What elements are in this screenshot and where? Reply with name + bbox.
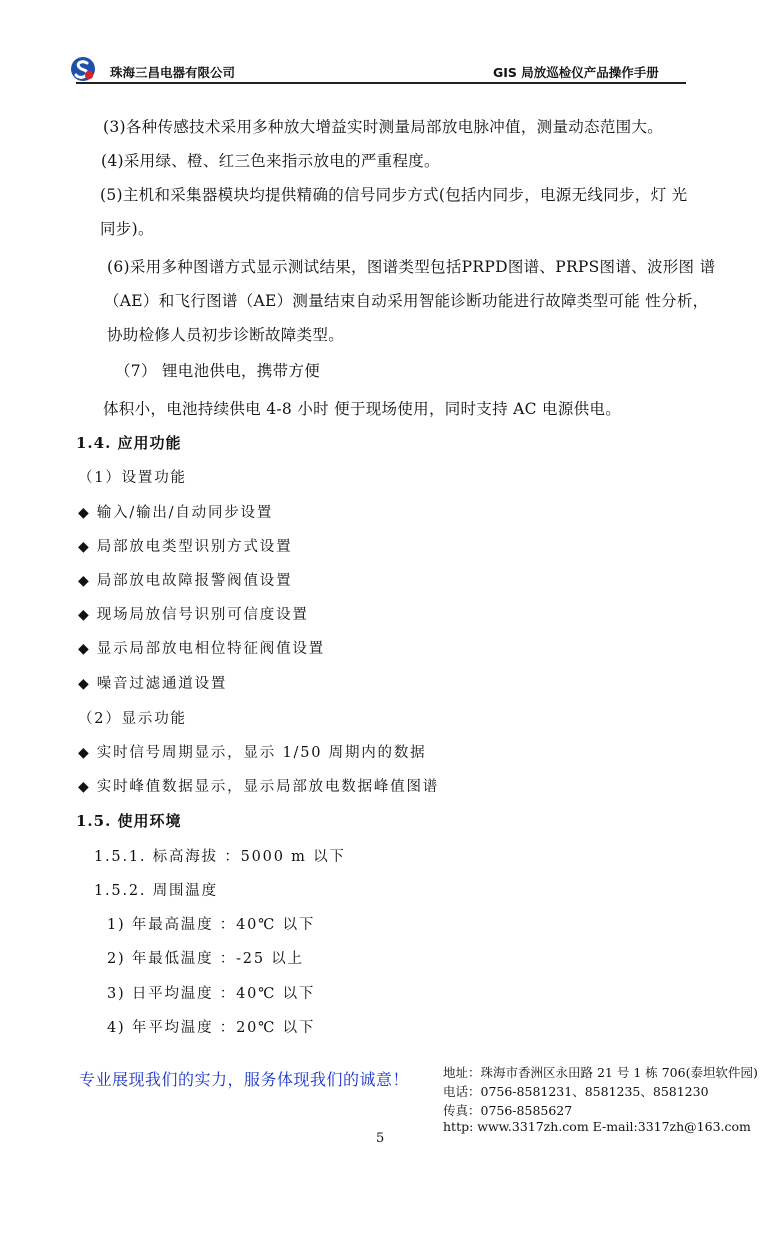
diamond-bullet-icon: ◆ [78, 676, 89, 692]
list-item: ◆ 实时信号周期显示，显示 1/50 周期内的数据 [78, 745, 427, 761]
temperature-heading: 1.5.2. 周围温度 [94, 883, 218, 899]
diamond-bullet-icon: ◆ [78, 779, 89, 795]
temperature-item: 3) 日平均温度 ：40℃ 以下 [107, 986, 316, 1002]
diamond-bullet-icon: ◆ [78, 573, 89, 589]
paragraph-5-line-1: (5)主机和采集器模块均提供精确的信号同步方式(包括内同步，电源无线同步，灯 光 [100, 186, 688, 204]
section-heading-1-5: 1.5. 使用环境 [76, 812, 182, 830]
footer-address: 地址：珠海市香洲区永田路 21 号 1 栋 706(泰坦软件园) [443, 1065, 758, 1080]
diamond-bullet-icon: ◆ [78, 745, 89, 761]
altitude-spec: 1.5.1. 标高海拔 ：5000 m 以下 [94, 849, 346, 865]
footer-web-email: http: www.3317zh.com E-mail:3317zh@163.com [443, 1119, 751, 1134]
diamond-bullet-icon: ◆ [78, 607, 89, 623]
paragraph-4: (4)采用绿、橙、红三色来指示放电的严重程度。 [101, 152, 440, 170]
list-item: ◆ 显示局部放电相位特征阀值设置 [78, 641, 325, 657]
footer-phone: 电话：0756-8581231、8581235、8581230 [443, 1084, 709, 1099]
manual-title: GIS 局放巡检仪产品操作手册 [493, 65, 659, 80]
footer-fax: 传真：0756-8585627 [443, 1103, 573, 1118]
subheading-display: （2）显示功能 [78, 711, 187, 727]
paragraph-3: (3)各种传感技术采用多种放大增益实时测量局部放电脉冲值，测量动态范围大。 [103, 118, 664, 136]
temperature-item: 2) 年最低温度 ：-25 以上 [107, 951, 304, 967]
temperature-item: 1) 年最高温度 ：40℃ 以下 [107, 917, 316, 933]
paragraph-6-line-1: (6)采用多种图谱方式显示测试结果，图谱类型包括PRPD图谱、PRPS图谱、波形图 谱 [107, 258, 716, 276]
paragraph-7: （7） 锂电池供电，携带方便 [115, 362, 320, 380]
paragraph-6-line-3: 协助检修人员初步诊断故障类型。 [107, 326, 345, 344]
company-logo [70, 56, 96, 82]
footer-slogan: 专业展现我们的实力，服务体现我们的诚意！ [79, 1070, 410, 1089]
temperature-item: 4) 年平均温度 ：20℃ 以下 [107, 1020, 316, 1036]
page-number: 5 [376, 1131, 385, 1146]
header-divider [76, 82, 686, 84]
list-item: ◆ 局部放电故障报警阀值设置 [78, 573, 293, 589]
list-item: ◆ 实时峰值数据显示，显示局部放电数据峰值图谱 [78, 779, 440, 795]
company-name: 珠海三昌电器有限公司 [110, 65, 236, 80]
section-heading-1-4: 1.4. 应用功能 [76, 434, 182, 452]
list-item: ◆ 现场局放信号识别可信度设置 [78, 607, 309, 623]
diamond-bullet-icon: ◆ [78, 505, 89, 521]
subheading-settings: （1）设置功能 [78, 470, 187, 486]
list-item: ◆ 噪音过滤通道设置 [78, 676, 228, 692]
diamond-bullet-icon: ◆ [78, 641, 89, 657]
paragraph-5-line-2: 同步)。 [100, 220, 154, 238]
diamond-bullet-icon: ◆ [78, 539, 89, 555]
list-item: ◆ 局部放电类型识别方式设置 [78, 539, 293, 555]
paragraph-6-line-2: （AE）和飞行图谱（AE）测量结束自动采用智能诊断功能进行故障类型可能 性分析， [104, 292, 709, 310]
paragraph-7-detail: 体积小，电池持续供电 4-8 小时 便于现场使用，同时支持 AC 电源供电。 [103, 400, 622, 418]
list-item: ◆ 输入/输出/自动同步设置 [78, 505, 274, 521]
